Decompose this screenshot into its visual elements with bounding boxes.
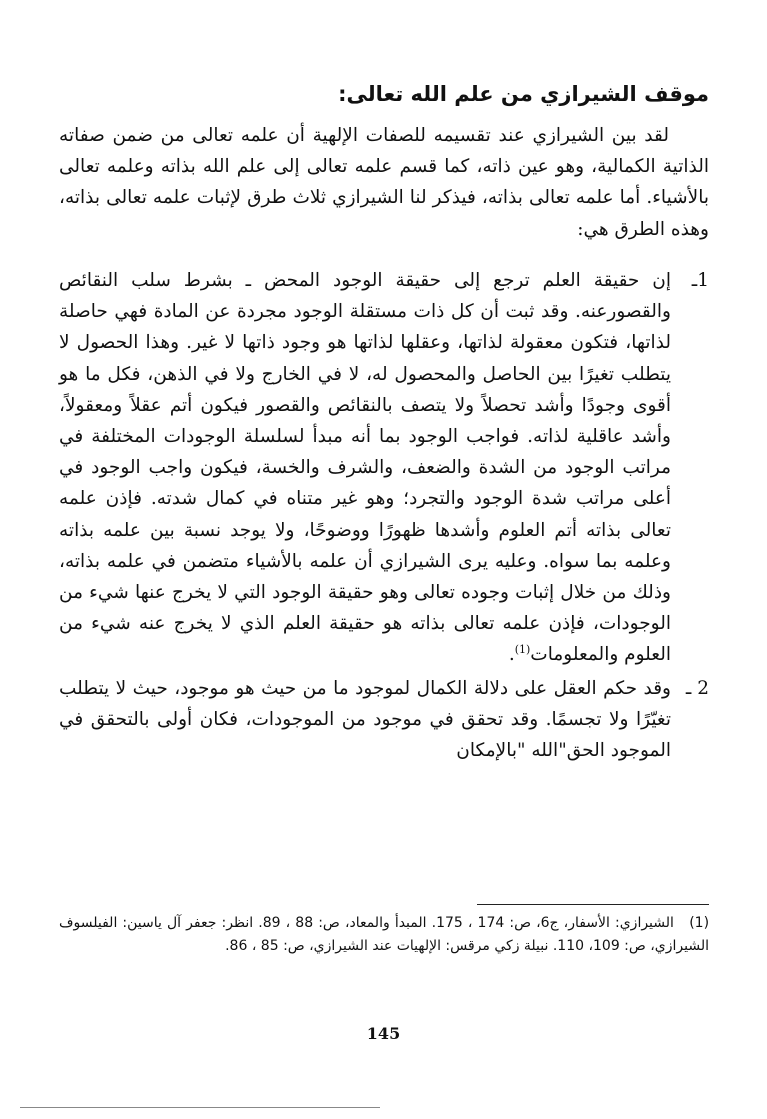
list-item-1 <box>59 265 709 671</box>
scan-edge-line <box>20 1107 380 1108</box>
footnote-reference[interactable]: (1) <box>514 643 531 657</box>
footnote <box>59 912 709 958</box>
footnote-separator <box>477 904 709 905</box>
footnote-text: الشيرازي: الأسفار، ج6، ص: 174 ، 175. المبدأ والمعاد، ص: 88 ، 89. انظر: جعفر آل ياسين: الفيلسوف الشيرازي، ص: 109، 110. نبيلة زكي مرقس: الإلهيات عند الشيرازي، ص: 85 ، 86. <box>59 915 709 954</box>
page-number: 145 <box>366 1024 401 1043</box>
footnote-number: (1) <box>689 915 710 931</box>
proof-list <box>59 265 709 766</box>
list-item-2-number: 2 ـ <box>685 677 709 699</box>
intro-paragraph: لقد بين الشيرازي عند تقسيمه للصفات الإلهية أن علمه تعالى من ضمن صفاته الذاتية الكمالية، وهو عين ذاته، كما قسم علمه تعالى إلى علم الله بذاته وعلمه تعالى بالأشياء. أما علمه تعالى بذاته، فيذكر لنا الشيرازي ثلاث طرق لإثبات علمه تعالى بذاته، وهذه الطرق هي: <box>59 125 709 240</box>
list-item-1-end: . <box>508 644 515 666</box>
list-item-2-text: وقد حكم العقل على دلالة الكمال لموجود ما من حيث هو موجود، حيث لا يتطلب تغيّرًا ولا تجسمًا. وقد تحقق في موجود من الموجودات، فكان أولى بالتحقق في الموجود الحق"الله "بالإمكان <box>59 677 671 762</box>
list-item-1-number: 1ـ <box>691 270 709 291</box>
section-heading: موقف الشيرازي من علم الله تعالى: <box>338 82 709 106</box>
list-item-1-text: إن حقيقة العلم ترجع إلى حقيقة الوجود المحض ـ بشرط سلب النقائص والقصورعنه. وقد ثبت أن كل ذات مستقلة الوجود مجردة عن المادة فهي حاصلة لذاتها، فتكون معقولة لذاتها، وعقلها لذاتها هو وجود ذاتها لا غير. وهذا الحصول لا يتطلب تغيرًا بين الحاصل والمحصول له، لا في الخارج ولا في الذهن، فكل ما هو أقوى وجودًا وأشد تحصلاً ولا يتصف بالنقائص والقصور فيكون أتم عقلاً ومعقولاً، وأشد عاقلية لذاته. فواجب الوجود بما أنه مبدأ لسلسلة الوجودات المختلفة في مراتب الوجود من الشدة والضعف، والشرف والخسة، فيكون واجب الوجود في أعلى مراتب شدة الوجود والتجرد؛ وهو غير متناه في كمال شدته. فإذن علمه تعالى بذاته أتم العلوم وأشدها ظهورًا ووضوحًا، ولا يوجد نسبة بين علمه بذاته وعلمه بما سواه. وعليه يرى الشيرازي أن علمه بالأشياء متضمن في علمه بذاته، وذلك من خلال إثبات وجوده تعالى وهو حقيقة الوجود التي لا يخرج عنها شيء من الوجودات، فإذن علمه تعالى بذاته هو حقيقة العلم الذي لا يخرج عنه شيء من العلوم والمعلومات <box>59 270 671 666</box>
list-item-2 <box>59 673 709 767</box>
